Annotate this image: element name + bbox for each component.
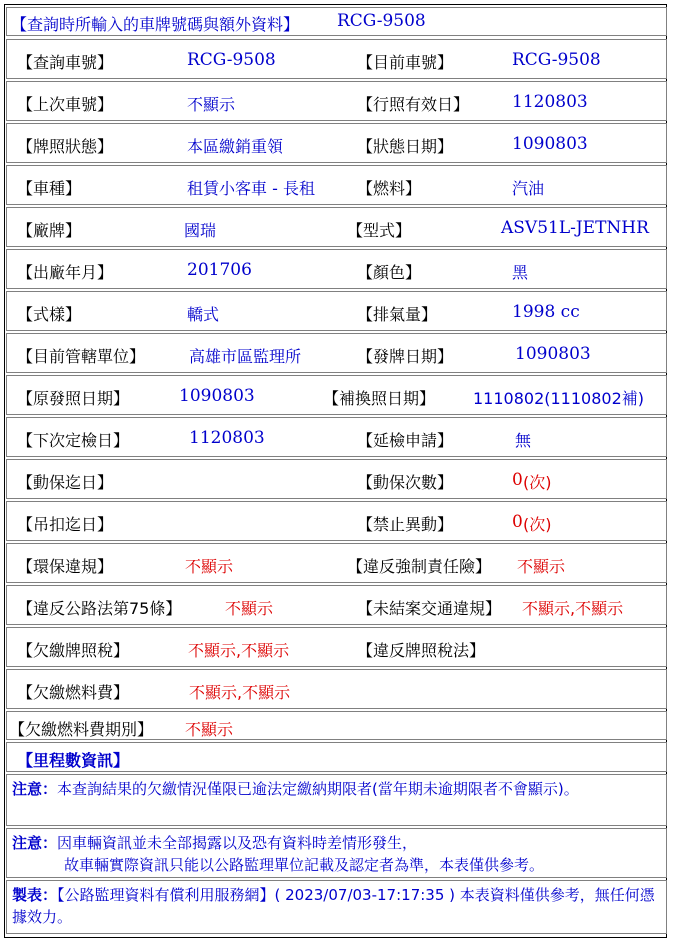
field-value: 租賃小客車 - 長租	[187, 179, 315, 198]
field-value: RCG-9508	[187, 50, 276, 70]
field-value: 1090803	[512, 134, 588, 154]
field-label: 【欠繳燃料費期別】	[9, 720, 154, 739]
field-label: 【違反強制責任險】	[347, 557, 492, 576]
mileage-title: 【里程數資訊】	[17, 751, 130, 770]
field-label: 【目前車號】	[357, 53, 454, 72]
field-value: 1110802(1110802補)	[473, 389, 645, 408]
footer-note	[6, 880, 667, 934]
field-value: 201706	[187, 260, 252, 280]
field-value: 不顯示,不顯示	[522, 599, 624, 618]
table-row	[6, 123, 667, 163]
table-row	[6, 585, 667, 625]
table-row	[6, 39, 667, 79]
field-value: 本區繳銷重領	[187, 137, 284, 156]
table-row	[6, 711, 667, 740]
field-value: 不顯示,不顯示	[189, 683, 291, 702]
field-value: ASV51L-JETNHR	[501, 218, 649, 238]
field-value: 1090803	[179, 386, 255, 406]
count-unit: (次)	[523, 515, 552, 534]
field-label: 【廠牌】	[17, 221, 82, 240]
table-row	[6, 627, 667, 667]
count-value: 0	[512, 512, 523, 532]
header-title: 【查詢時所輸入的車牌號碼與額外資料】	[11, 15, 300, 34]
field-value: 1120803	[189, 428, 265, 448]
table-row	[6, 417, 667, 457]
field-label: 【燃料】	[357, 179, 422, 198]
field-label: 【違反牌照稅法】	[357, 641, 486, 660]
field-label: 【式樣】	[17, 305, 82, 324]
count-value: 0	[512, 470, 523, 490]
field-label: 【查詢車號】	[17, 53, 114, 72]
field-value: 不顯示,不顯示	[188, 641, 290, 660]
field-value: 國瑞	[184, 221, 217, 240]
table-row	[6, 249, 667, 289]
field-value: 不顯示	[187, 95, 236, 114]
table-row	[6, 207, 667, 247]
field-label: 【吊扣迄日】	[17, 515, 114, 534]
field-value: RCG-9508	[512, 50, 601, 70]
field-label: 【欠繳燃料費】	[17, 683, 130, 702]
note-2-text: 注意：因車輛資訊並未全部揭露以及恐有資料時差情形發生， 故車輛實際資訊只能以公路監理單位記載及認定者為準，本表僅供參考。	[12, 834, 545, 874]
count-unit: (次)	[523, 473, 552, 492]
table-row	[6, 459, 667, 499]
field-label: 【未結案交通違規】	[357, 599, 502, 618]
field-value: 高雄市區監理所	[189, 347, 302, 366]
field-label: 【車種】	[17, 179, 82, 198]
field-label: 【違反公路法第75條】	[17, 599, 182, 618]
field-value: 1090803	[515, 344, 591, 364]
field-label: 【行照有效日】	[357, 95, 470, 114]
field-label: 【顏色】	[357, 263, 422, 282]
field-value: 不顯示	[185, 557, 234, 576]
field-label: 【排氣量】	[357, 305, 438, 324]
field-label: 【禁止異動】	[357, 515, 454, 534]
field-label: 【牌照狀態】	[17, 137, 114, 156]
field-label: 【欠繳牌照稅】	[17, 641, 130, 660]
field-label: 【目前管轄單位】	[17, 347, 146, 366]
table-row	[6, 333, 667, 373]
table-row	[6, 165, 667, 205]
footer-text: 製表：【公路監理資料有償利用服務網】( 2023/07/03-17:17:35 ) 本表資料僅供參考，無任何憑據效力。	[12, 886, 655, 926]
table-row	[6, 501, 667, 541]
field-value: 轎式	[187, 305, 220, 324]
table-row	[6, 291, 667, 331]
field-label: 【動保迄日】	[17, 473, 114, 492]
field-label: 【延檢申請】	[357, 431, 454, 450]
field-label: 【型式】	[347, 221, 412, 240]
field-label: 【出廠年月】	[17, 263, 114, 282]
field-label: 【動保次數】	[357, 473, 454, 492]
table-row	[6, 669, 667, 709]
field-value: 不顯示	[517, 557, 566, 576]
field-value: 1120803	[512, 92, 588, 112]
note-1-text: 注意：本查詢結果的欠繳情況僅限已逾法定繳納期限者(當年期未逾期限者不會顯示)。	[12, 780, 579, 798]
field-label: 【補換照日期】	[323, 389, 436, 408]
field-label: 【上次車號】	[17, 95, 114, 114]
header-row	[6, 7, 667, 36]
field-value: 無	[515, 431, 532, 450]
field-label: 【發牌日期】	[357, 347, 454, 366]
header-plate: RCG-9508	[337, 11, 426, 31]
note-2	[6, 828, 667, 878]
table-row	[6, 543, 667, 583]
field-value: 1998 cc	[512, 302, 580, 322]
field-label: 【下次定檢日】	[17, 431, 130, 450]
field-value: 黑	[512, 263, 529, 282]
field-value: 不顯示	[225, 599, 274, 618]
field-label: 【環保違規】	[17, 557, 114, 576]
table-row	[6, 81, 667, 121]
field-label: 【原發照日期】	[17, 389, 130, 408]
mileage-row	[6, 742, 667, 772]
field-value: 不顯示	[185, 720, 234, 739]
table-row	[6, 375, 667, 415]
note-1	[6, 774, 667, 826]
field-value: 汽油	[512, 179, 545, 198]
field-label: 【狀態日期】	[357, 137, 454, 156]
